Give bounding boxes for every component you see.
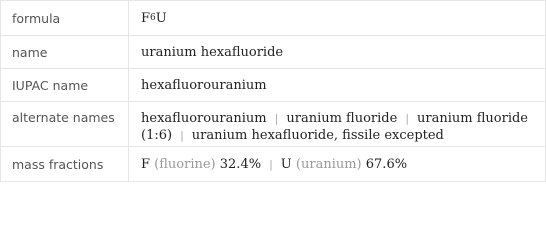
row-label-alternate-names: alternate names (1, 102, 129, 146)
separator: | (405, 112, 410, 125)
formula-value (130, 1, 545, 35)
row-mass-fractions (1, 147, 545, 181)
row-label-formula: formula (1, 1, 129, 35)
row-label-name: name (1, 36, 129, 68)
row-label-iupac: IUPAC name (1, 69, 129, 101)
mass-fraction-value: 67.6% (365, 156, 408, 172)
alternate-name: uranium fluoride (286, 111, 398, 126)
row-name (1, 36, 545, 69)
alternate-name: hexafluorouranium (141, 111, 267, 126)
mass-fraction-symbol: U (280, 156, 292, 172)
separator: | (180, 129, 184, 142)
mass-fraction-symbol: F (141, 156, 151, 172)
formula-base: F (141, 10, 151, 26)
alternate-names-value (130, 102, 545, 146)
formula-tail: U (155, 10, 167, 26)
mass-fraction-element: (uranium) (295, 156, 362, 172)
row-alternate-names (1, 102, 545, 147)
mass-fractions-value (130, 147, 545, 181)
mass-fraction-value: 32.4% (219, 156, 262, 172)
row-label-mass-fractions: mass fractions (1, 147, 129, 181)
row-formula (1, 1, 545, 36)
name-value: uranium hexafluoride (141, 44, 284, 60)
separator: | (269, 157, 273, 171)
iupac-value: hexafluorouranium (141, 77, 267, 93)
alternate-name: uranium hexafluoride, fissile excepted (191, 128, 444, 143)
formula-subscript: 6 (150, 13, 156, 23)
mass-fraction-element: (fluorine) (154, 156, 216, 172)
row-iupac (1, 69, 545, 102)
separator: | (274, 112, 279, 125)
alternate-name: uranium fluoride (1:6) (141, 111, 529, 143)
